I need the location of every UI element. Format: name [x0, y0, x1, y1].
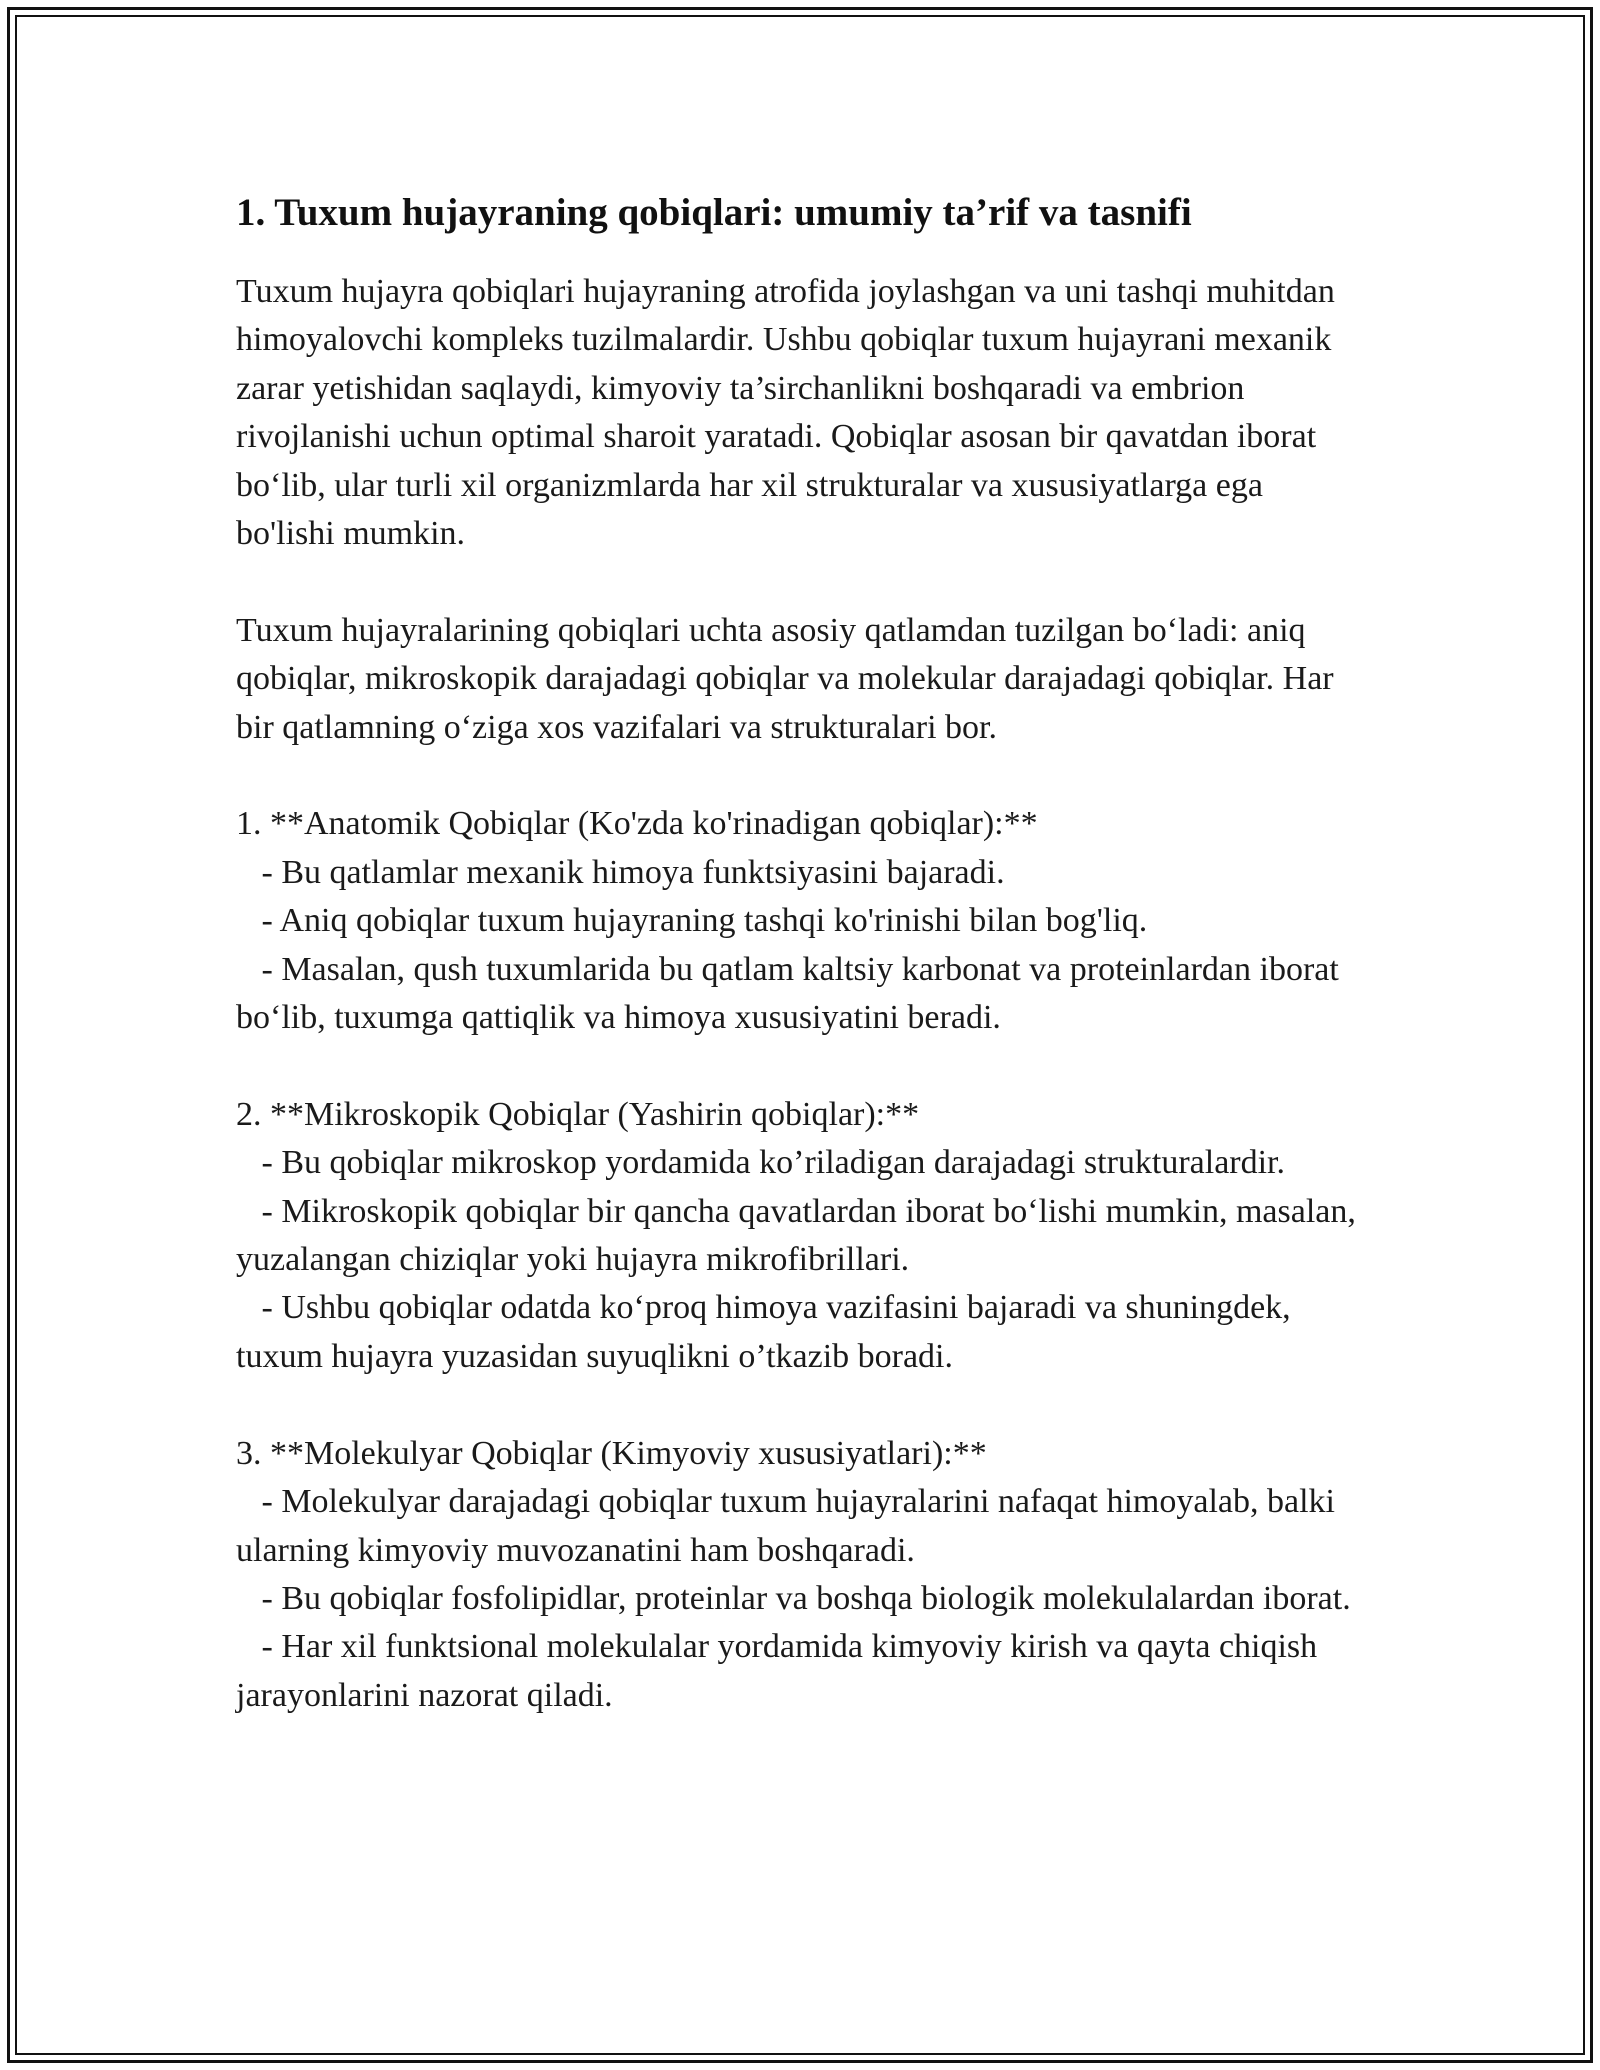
section-heading: 2. **Mikroskopik Qobiqlar (Yashirin qobiqlar):** [236, 1095, 920, 1133]
section-molekulyar [236, 1430, 1366, 1720]
intro-paragraph: Tuxum hujayra qobiqlari hujayraning atrofida joylashgan va uni tashqi muhitdan himoyalovchi kompleks tuzilmalardir. Ushbu qobiqlar tuxum hujayrani mexanik zarar yetishidan saqlaydi, kimyoviy ta’sirchanlikni boshqaradi va embrion rivojlanishi uchun optimal sharoit yaratadi. Qobiqlar asosan bir qavatdan iborat bo‘lib, ular turli xil organizmlarda har xil strukturalar va xususiyatlarga ega bo'lishi mumkin. [236, 273, 1335, 553]
section-anatomik [236, 800, 1366, 1042]
section-point: - Har xil funktsional molekulalar yordamida kimyoviy kirish va qayta chiqish jarayonlarini nazorat qiladi. [236, 1628, 1318, 1714]
paragraph-gap [236, 752, 1366, 800]
section-point: - Mikroskopik qobiqlar bir qancha qavatlardan iborat bo‘lishi mumkin, masalan, yuzalangan chiziqlar yoki hujayra mikrofibrillari. [236, 1192, 1356, 1279]
section-point: - Aniq qobiqlar tuxum hujayraning tashqi ko'rinishi bilan bog'liq. [261, 902, 1148, 940]
section-mikroskopik [236, 1091, 1366, 1381]
section-point: - Masalan, qush tuxumlarida bu qatlam kaltsiy karbonat va proteinlardan iborat bo‘lib, tuxumga qattiqlik va himoya xususiyatini beradi. [236, 950, 1339, 1037]
layers-paragraph: Tuxum hujayralarining qobiqlari uchta asosiy qatlamdan tuzilgan bo‘ladi: aniq qobiqlar, mikroskopik darajadagi qobiqlar va molekular darajadagi qobiqlar. Har bir qatlamning o‘ziga xos vazifalari va strukturalari bor. [236, 611, 1334, 746]
paragraph-gap [236, 1381, 1366, 1429]
paragraph-gap [236, 558, 1366, 606]
section-point: - Ushbu qobiqlar odatda ko‘proq himoya vazifasini bajaradi va shuningdek, tuxum hujayra yuzasidan suyuqlikni o’tkazib boradi. [236, 1289, 1291, 1375]
paragraph-gap [236, 1042, 1366, 1090]
document-body [236, 184, 1366, 1720]
section-point: - Bu qatlamlar mexanik himoya funktsiyasini bajaradi. [261, 853, 1005, 891]
section-heading: 1. **Anatomik Qobiqlar (Ko'zda ko'rinadigan qobiqlar):** [236, 805, 1038, 843]
section-point: - Molekulyar darajadagi qobiqlar tuxum hujayralarini nafaqat himoyalab, balki ularning kimyoviy muvozanatini ham boshqaradi. [236, 1483, 1335, 1569]
section-point: - Bu qobiqlar mikroskop yordamida ko’riladigan darajadagi strukturalardir. [261, 1144, 1286, 1182]
section-heading: 3. **Molekulyar Qobiqlar (Kimyoviy xususiyatlari):** [236, 1434, 987, 1472]
section-point: - Bu qobiqlar fosfolipidlar, proteinlar va boshqa biologik molekulalardan iborat. [261, 1579, 1351, 1617]
document-title: 1. Tuxum hujayraning qobiqlari: umumiy ta’rif va tasnifi [236, 191, 1192, 234]
